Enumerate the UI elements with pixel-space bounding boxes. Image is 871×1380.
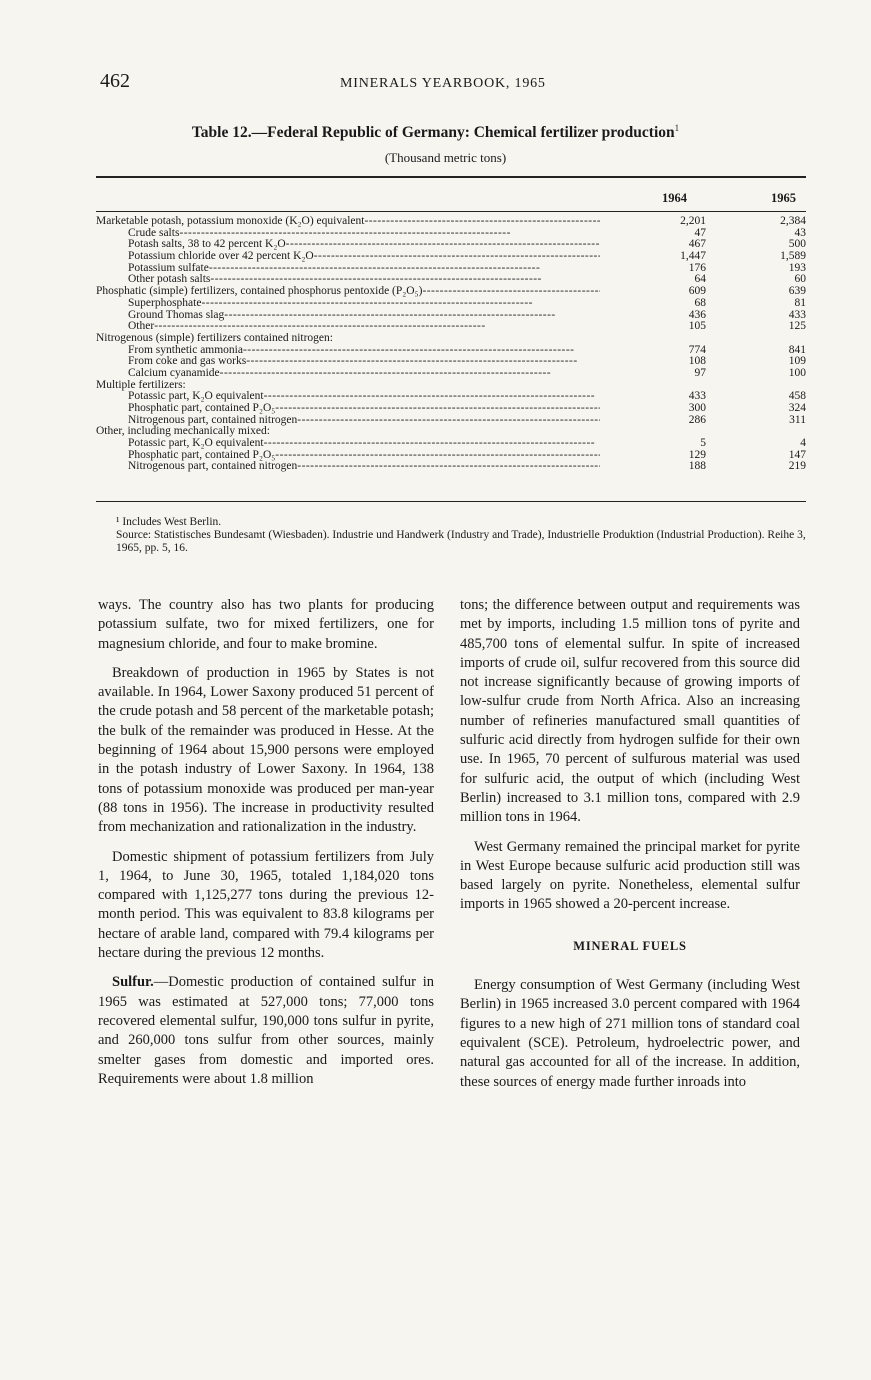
table-title-footnote-mark: 1	[674, 123, 680, 133]
table-title-text: Table 12.—Federal Republic of Germany: Chemical fertilizer production	[191, 124, 675, 142]
value-1964: 188	[688, 460, 706, 473]
value-1964: 300	[688, 402, 706, 414]
right-text-column	[460, 596, 800, 1102]
value-1965: 4	[800, 437, 806, 450]
table-row	[96, 333, 808, 345]
row-label: Calcium cyanamide - - -	[96, 368, 600, 380]
paragraph: Breakdown of production in 1965 by States is not available. In 1964, Lower Saxony produced 51 percent of the crude potash and 58 percent of the marketable potash; the bulk of the remainder was produced in Hesse. At the beginning of 1964 about 15,900 persons were employed in the potash industry of Lower Saxony. In 1964, 138 tons of potassium monoxide was produced per man-year (88 tons in 1956). The increase in productivity resulted from mechanization and rationalization in the industry.	[98, 664, 434, 836]
row-label: Phosphatic part, contained P₂O₅ - - -	[96, 403, 600, 415]
value-1964: 286	[688, 413, 706, 426]
row-label: Potassium sulfate - - -	[96, 263, 600, 275]
value-1965: 219	[788, 460, 806, 473]
value-1965: 60	[794, 273, 806, 286]
row-label: Potassic part, K₂O equivalent - - -	[96, 438, 600, 450]
row-label: Potassic part, K₂O equivalent - - -	[96, 391, 600, 403]
table-header-rule	[96, 211, 806, 212]
row-label: Crude salts - - -	[96, 228, 600, 240]
value-1965: 109	[788, 355, 806, 368]
paragraph-sulfur	[98, 973, 434, 1089]
value-1964: 2,201	[680, 215, 706, 227]
value-1965: 311	[789, 413, 806, 426]
row-label: From synthetic ammonia - - -	[96, 345, 600, 357]
value-1964: 1,447	[680, 250, 706, 263]
value-1964: 467	[688, 238, 706, 251]
row-label: Marketable potash, potassium monoxide (K₂O) equivalent - - -	[96, 216, 600, 228]
value-1965: 639	[788, 285, 806, 298]
value-1964: 97	[694, 366, 706, 379]
paragraph-text: —Domestic production of contained sulfur in 1965 was estimated at 527,000 tons; 77,000 tons recovered elemental sulfur, 190,000 tons sulfur in pyrite, and 260,000 tons sulfur from other sources, mainly smelter gases from domestic and imported ores. Requirements were about 1.8 million	[98, 974, 434, 1087]
value-1965: 193	[788, 261, 806, 274]
table-subtitle: (Thousand metric tons)	[384, 150, 507, 165]
value-1965: 100	[788, 366, 806, 379]
paragraph: Domestic shipment of potassium fertilizers from July 1, 1964, to June 30, 1965, totaled 1,184,020 tons compared with 1,125,277 tons during the previous 12-month period. This was equivalent to 83.8 kilograms per hectare of arable land, compared with 79.4 kilograms per hectare during the previous 12 months.	[98, 848, 434, 962]
paragraph: Energy consumption of West Germany (including West Berlin) in 1965 increased 3.0 percent compared with 1964 figures to a new high of 271 million tons of standard coal equivalent (SCE). Petroleum, hydroelectric power, and natural gas accounted for all of the increase. In addition, these sources of energy made further inroads into	[460, 977, 800, 1090]
row-label: Multiple fertilizers:	[96, 379, 186, 391]
value-1965: 458	[788, 390, 806, 403]
row-label: Nitrogenous part, contained nitrogen - - -	[96, 415, 600, 427]
value-1964: 47	[694, 226, 706, 239]
left-text-column	[98, 596, 434, 1099]
value-1965: 125	[788, 320, 806, 333]
table-row	[96, 251, 808, 263]
row-label: Other, including mechanically mixed:	[96, 426, 270, 438]
value-1965: 147	[788, 448, 806, 461]
footnote-1: ¹ Includes West Berlin.	[116, 516, 222, 528]
value-1965: 324	[788, 402, 806, 414]
table-footnotes	[116, 516, 816, 555]
table-top-rule	[96, 176, 806, 178]
value-1964: 176	[688, 261, 706, 274]
value-1965: 500	[788, 238, 806, 251]
page-header	[100, 70, 820, 100]
value-1965: 433	[788, 308, 806, 321]
value-1965: 2,384	[780, 215, 806, 227]
table-row	[96, 415, 808, 427]
value-1964: 108	[688, 355, 706, 368]
table-row	[96, 216, 808, 228]
value-1965: 43	[794, 226, 806, 239]
value-1964: 774	[688, 343, 706, 356]
table-title	[0, 123, 871, 142]
row-label: Potassium chloride over 42 percent K₂O - - -	[96, 251, 600, 263]
value-1964: 105	[688, 320, 706, 333]
row-label: Other - - -	[96, 321, 600, 333]
value-1965: 841	[788, 343, 806, 356]
table-row	[96, 368, 808, 380]
value-1964: 68	[694, 296, 706, 309]
section-heading: MINERAL FUELS	[573, 938, 687, 953]
paragraph: tons; the difference between output and requirements was met by imports, including 1.5 million tons of pyrite and 485,700 tons of elemental sulfur. In spite of increased imports of crude oil, sulfur recovered from this source did not increase significantly because of growing imports of low-sulfur crude from North Africa. Also an increasing number of refineries manufactured small quantities of sulfuric acid directly from hydrogen sulfide for their own use. In 1965, 70 percent of sulfurous material was used for sulfuric acid, the output of which (including West Berlin) increased to 3.1 million tons, compared with 2.9 million tons in 1964.	[460, 597, 800, 826]
value-1964: 129	[688, 448, 706, 461]
paragraph: ways. The country also has two plants for producing potassium sulfate, two for mixed fertilizers, one for magnesium chloride, and four to make bromine.	[98, 597, 434, 652]
row-label: Nitrogenous (simple) fertilizers contained nitrogen:	[96, 332, 333, 344]
value-1964: 64	[694, 273, 706, 286]
table-row	[96, 298, 808, 310]
table-bottom-rule	[96, 501, 806, 502]
table-row	[96, 461, 808, 473]
table-source: Source: Statistisches Bundesamt (Wiesbaden). Industrie und Handwerk (Industry and Trade), Industrielle Produktion (Industrial Production). Reihe 3, 1965, pp. 5, 16.	[116, 529, 806, 554]
row-label: Phosphatic (simple) fertilizers, contained phosphorus pentoxide (P₂O₅) - - -	[96, 286, 600, 298]
value-1964: 609	[688, 285, 706, 298]
table-row	[96, 403, 808, 415]
row-label: Other potash salts - - -	[96, 274, 600, 286]
row-label: From coke and gas works - - -	[96, 356, 600, 368]
value-1964: 5	[700, 437, 706, 450]
row-label: Nitrogenous part, contained nitrogen - - -	[96, 461, 600, 473]
row-label: Potash salts, 38 to 42 percent K₂O - - -	[96, 239, 600, 251]
running-head: MINERALS YEARBOOK, 1965	[340, 76, 546, 91]
value-1964: 433	[688, 390, 706, 403]
run-in-heading: Sulfur.	[112, 974, 154, 991]
page-number: 462	[100, 70, 130, 92]
table-row	[96, 438, 808, 450]
row-label: Ground Thomas slag - - -	[96, 310, 600, 322]
value-1965: 1,589	[780, 250, 806, 263]
row-label: Phosphatic part, contained P₂O₅ - - -	[96, 450, 600, 462]
value-1964: 436	[688, 308, 706, 321]
value-1965: 81	[794, 296, 806, 309]
row-label: Superphosphate - - -	[96, 298, 600, 310]
fertilizer-table-body	[96, 216, 808, 473]
column-header-1964: 1964	[662, 191, 687, 205]
column-header-1965: 1965	[771, 191, 796, 205]
paragraph: West Germany remained the principal market for pyrite in West Europe because sulfuric acid production still was based largely on pyrite. Nonetheless, elemental sulfur imports in 1965 showed a 20-percent increase.	[460, 838, 800, 913]
table-row	[96, 321, 808, 333]
